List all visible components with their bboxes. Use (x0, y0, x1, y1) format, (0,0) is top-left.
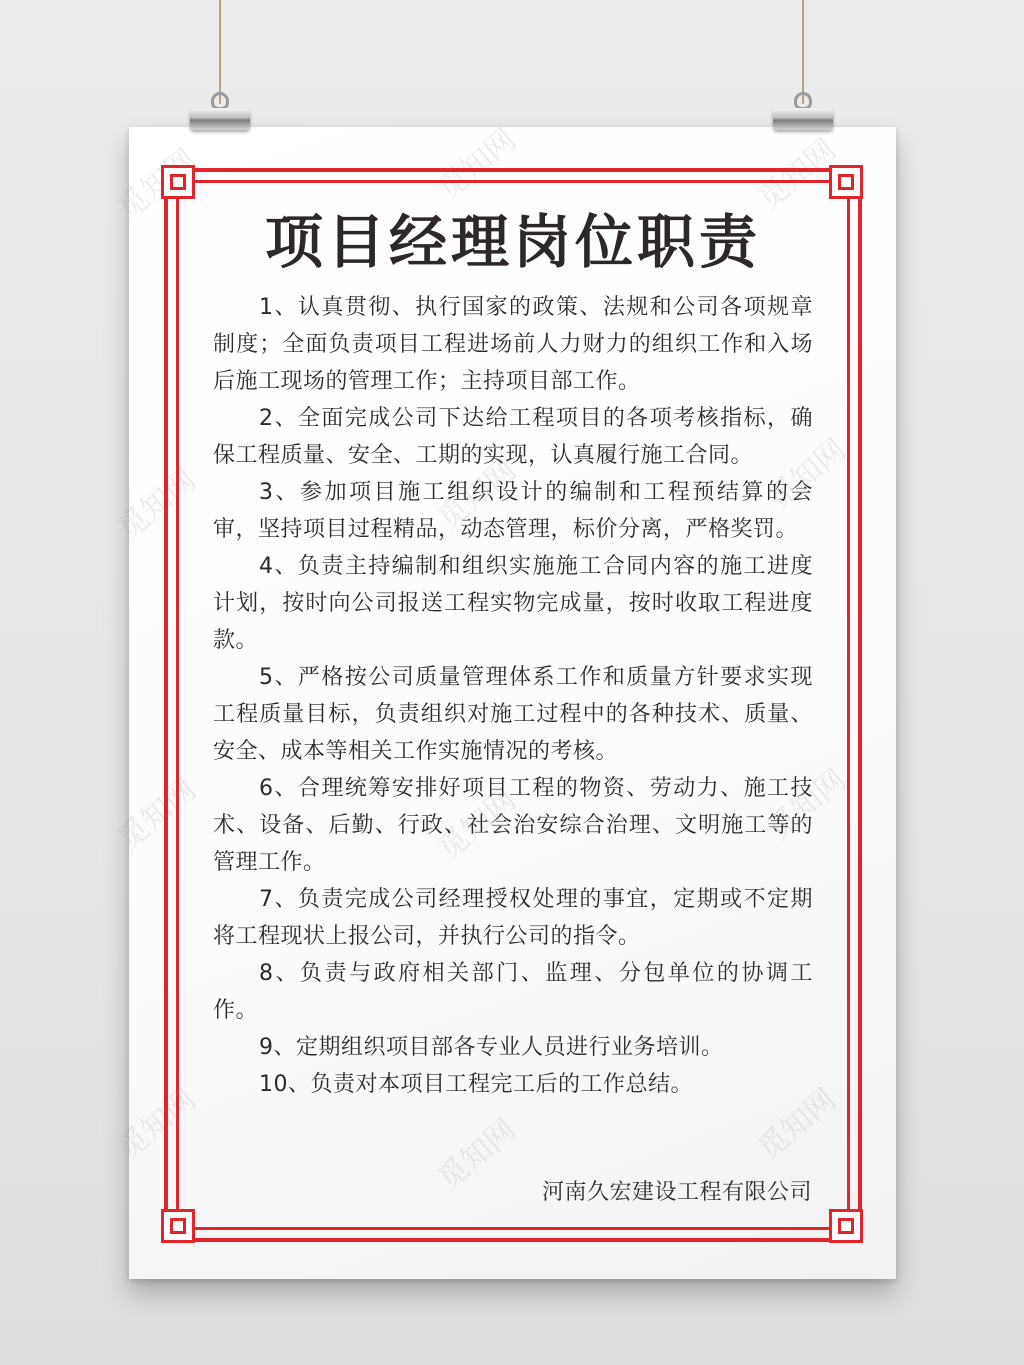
duty-item: 7、负责完成公司经理授权处理的事宜，定期或不定期将工程现状上报公司，并执行公司的指令。 (213, 887, 813, 949)
duties-list (213, 289, 813, 1103)
duty-item: 2、全面完成公司下达给工程项目的各项考核指标，确保工程质量、安全、工期的实现，认真履行施工合同。 (213, 406, 813, 468)
binder-clip-right-icon (767, 92, 839, 134)
duty-item: 9、定期组织项目部各专业人员进行业务培训。 (259, 1035, 724, 1060)
frame-corner-ornament-icon (829, 1209, 863, 1243)
duty-item: 10、负责对本项目工程完工后的工作总结。 (259, 1072, 693, 1097)
duty-item: 5、严格按公司质量管理体系工作和质量方针要求实现工程质量目标，负责组织对施工过程中的各种技术、质量、安全、成本等相关工作实施情况的考核。 (213, 665, 813, 764)
poster-title: 项目经理岗位职责 (264, 208, 761, 276)
company-name: 河南久宏建设工程有限公司 (541, 1180, 812, 1205)
duty-item: 3、参加项目施工组织设计的编制和工程预结算的会审，坚持项目过程精品，动态管理，标价分离，严格奖罚。 (213, 480, 813, 542)
hanging-string-left (219, 0, 221, 104)
binder-clip-left-icon (184, 92, 256, 134)
duty-item: 6、合理统筹安排好项目工程的物资、劳动力、施工技术、设备、后勤、行政、社会治安综合治理、文明施工等的管理工作。 (213, 776, 813, 875)
duty-item: 8、负责与政府相关部门、监理、分包单位的协调工作。 (213, 961, 813, 1023)
frame-corner-ornament-icon (161, 165, 195, 199)
duty-item: 1、认真贯彻、执行国家的政策、法规和公司各项规章制度；全面负责项目工程进场前人力财力的组织工作和入场后施工现场的管理工作；主持项目部工作。 (213, 295, 813, 394)
frame-corner-ornament-icon (829, 165, 863, 199)
frame-corner-ornament-icon (161, 1209, 195, 1243)
duty-item: 4、负责主持编制和组织实施施工合同内容的施工进度计划，按时向公司报送工程实物完成量，按时收取工程进度款。 (213, 554, 813, 653)
hanging-string-right (802, 0, 804, 104)
